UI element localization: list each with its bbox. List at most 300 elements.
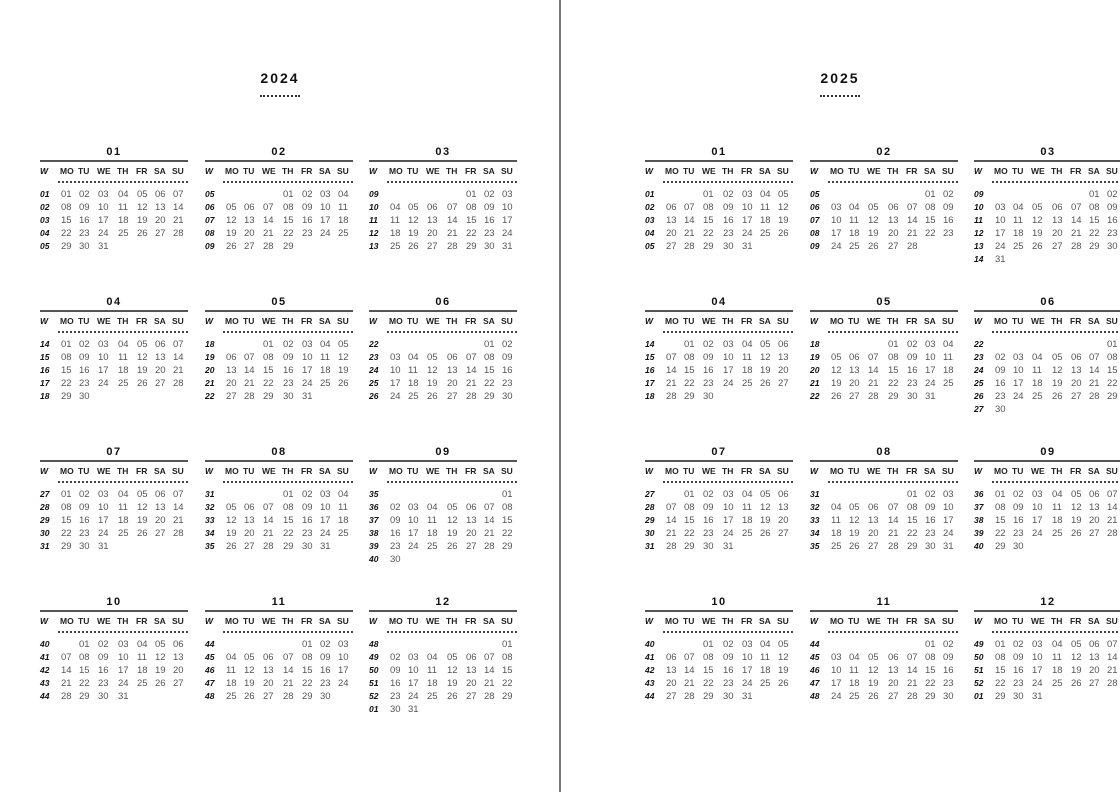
day-cell: 10 (408, 515, 419, 526)
week-number: 48 (369, 639, 379, 649)
day-cell: 02 (79, 489, 90, 500)
weekday-label: SU (942, 466, 954, 476)
day-cell: 23 (943, 678, 954, 689)
day-cell: 02 (943, 639, 954, 650)
day-cell: 05 (1052, 352, 1063, 363)
day-cell: 07 (173, 339, 184, 350)
day-cell: 29 (925, 691, 936, 702)
week-row (974, 639, 1120, 652)
week-column-label: W (40, 166, 49, 176)
day-cell: 25 (427, 691, 438, 702)
day-cell: 06 (244, 502, 255, 513)
weekday-label: WE (97, 466, 111, 476)
weekday-label: SU (942, 616, 954, 626)
day-cell: 02 (723, 639, 734, 650)
day-cell: 11 (849, 665, 859, 676)
weekday-label: MO (225, 316, 239, 326)
day-cell: 13 (778, 502, 789, 513)
weekday-label: TH (282, 166, 294, 176)
weekday-label: TH (446, 166, 458, 176)
weekday-label: TU (243, 466, 255, 476)
week-number: 52 (974, 678, 984, 688)
day-cell: 28 (173, 378, 184, 389)
day-cell: 30 (995, 404, 1006, 415)
day-cell: 22 (907, 528, 918, 539)
weekday-label: SU (337, 166, 349, 176)
day-cell: 29 (283, 541, 294, 552)
day-cell: 12 (1032, 215, 1043, 226)
day-cell: 15 (302, 665, 313, 676)
day-cell: 20 (778, 365, 789, 376)
week-column-label: W (645, 316, 654, 326)
weekday-label: TH (1051, 166, 1063, 176)
week-row (369, 378, 517, 391)
weekday-label: WE (97, 166, 111, 176)
day-cell: 19 (760, 365, 771, 376)
weekday-label: SU (777, 466, 789, 476)
weekday-label: SU (337, 616, 349, 626)
day-cell: 07 (484, 502, 495, 513)
week-row (369, 215, 517, 228)
day-cell: 02 (390, 652, 401, 663)
week-number: 04 (40, 228, 50, 238)
day-cell: 03 (723, 489, 734, 500)
week-row (205, 515, 353, 528)
day-cell: 19 (831, 378, 842, 389)
day-cell: 27 (427, 241, 438, 252)
day-cell: 18 (118, 515, 129, 526)
day-cell: 03 (390, 352, 401, 363)
day-cell: 12 (868, 215, 879, 226)
week-number: 31 (810, 489, 820, 499)
week-row (369, 189, 517, 202)
weekday-label: SU (1106, 616, 1118, 626)
day-cell: 01 (61, 489, 72, 500)
month-rule (205, 160, 353, 162)
day-cell: 06 (155, 489, 166, 500)
day-cell: 25 (390, 241, 401, 252)
day-cell: 30 (723, 241, 734, 252)
day-cell: 22 (502, 678, 513, 689)
day-cell: 03 (408, 502, 419, 513)
week-number: 48 (205, 691, 215, 701)
weekday-label: WE (262, 166, 276, 176)
week-number: 20 (205, 365, 215, 375)
weekday-label: FR (741, 466, 753, 476)
week-row (205, 189, 353, 202)
month-title: 03 (435, 146, 451, 158)
weekday-label: WE (1031, 166, 1045, 176)
day-cell: 07 (1107, 489, 1118, 500)
week-number: 42 (40, 665, 50, 675)
day-cell: 03 (1013, 352, 1024, 363)
weekday-label: TH (117, 616, 129, 626)
weekday-label: TH (1051, 616, 1063, 626)
weekday-label: SA (483, 166, 495, 176)
day-cell: 21 (907, 228, 918, 239)
week-number: 18 (810, 339, 820, 349)
day-cell: 06 (888, 202, 899, 213)
day-cell: 17 (925, 365, 936, 376)
day-cell: 13 (466, 665, 477, 676)
week-row (810, 541, 958, 554)
week-row (974, 489, 1120, 502)
week-number: 49 (974, 639, 984, 649)
day-cell: 21 (173, 515, 184, 526)
day-cell: 19 (155, 665, 166, 676)
day-cell: 15 (79, 665, 90, 676)
day-cell: 06 (868, 502, 879, 513)
week-row (645, 678, 793, 691)
day-cell: 05 (137, 189, 148, 200)
day-cell: 05 (447, 502, 458, 513)
day-cell: 01 (1107, 339, 1118, 350)
day-cell: 04 (320, 339, 331, 350)
day-cell: 31 (118, 691, 129, 702)
day-cell: 12 (760, 502, 771, 513)
month-block (810, 596, 958, 736)
week-number: 37 (974, 502, 984, 512)
weekday-label: MO (389, 166, 403, 176)
day-cell: 25 (338, 528, 349, 539)
day-cell: 07 (1107, 639, 1118, 650)
month-rule (205, 460, 353, 462)
day-cell: 28 (447, 241, 458, 252)
week-row (40, 365, 188, 378)
week-number: 50 (369, 665, 379, 675)
day-cell: 21 (868, 378, 879, 389)
weekday-label: WE (1031, 616, 1045, 626)
week-row (974, 678, 1120, 691)
week-column-label: W (40, 316, 49, 326)
day-cell: 13 (427, 215, 438, 226)
day-cell: 28 (61, 691, 72, 702)
month-title: 10 (711, 596, 727, 608)
day-cell: 16 (79, 215, 90, 226)
weekday-label: TU (243, 316, 255, 326)
week-number: 01 (40, 189, 50, 199)
week-column-label: W (205, 166, 214, 176)
week-column-label: W (974, 466, 983, 476)
day-cell: 18 (831, 528, 842, 539)
day-cell: 19 (427, 378, 438, 389)
day-cell: 09 (943, 652, 954, 663)
day-cell: 07 (666, 502, 677, 513)
month-block (369, 146, 517, 286)
day-cell: 29 (263, 391, 274, 402)
month-block (645, 146, 793, 286)
day-cell: 09 (320, 652, 331, 663)
day-cell: 28 (484, 541, 495, 552)
week-row (40, 378, 188, 391)
day-cell: 10 (338, 652, 349, 663)
year-underline (260, 95, 300, 97)
day-cell: 01 (466, 189, 477, 200)
day-cell: 23 (907, 378, 918, 389)
day-cell: 06 (778, 489, 789, 500)
day-cell: 12 (447, 665, 458, 676)
weekday-label: TU (1012, 616, 1024, 626)
day-cell: 26 (244, 691, 255, 702)
day-cell: 10 (995, 215, 1006, 226)
week-number: 18 (205, 339, 215, 349)
weekday-label: SA (154, 316, 166, 326)
week-row (40, 352, 188, 365)
weekday-label: SU (501, 616, 513, 626)
week-row (205, 378, 353, 391)
day-cell: 19 (226, 228, 237, 239)
day-cell: 14 (888, 515, 899, 526)
day-cell: 21 (1107, 515, 1118, 526)
week-number: 40 (40, 639, 50, 649)
day-cell: 04 (943, 339, 954, 350)
day-cell: 27 (666, 241, 677, 252)
day-cell: 26 (778, 678, 789, 689)
day-cell: 10 (390, 365, 401, 376)
week-number: 01 (645, 189, 655, 199)
week-row (810, 189, 958, 202)
day-cell: 30 (703, 391, 714, 402)
day-cell: 10 (831, 665, 842, 676)
weekday-header (974, 466, 1120, 480)
day-cell: 11 (943, 352, 953, 363)
week-number: 10 (369, 202, 379, 212)
week-row (810, 339, 958, 352)
month-rule (40, 160, 188, 162)
month-rule (205, 610, 353, 612)
weekday-label: TU (407, 316, 419, 326)
week-row (205, 691, 353, 704)
day-cell: 16 (390, 678, 401, 689)
day-cell: 27 (888, 241, 899, 252)
day-cell: 09 (703, 352, 714, 363)
week-row (369, 678, 517, 691)
day-cell: 22 (1107, 378, 1118, 389)
day-cell: 11 (137, 652, 147, 663)
weekday-label: TH (887, 616, 899, 626)
day-cell: 31 (723, 541, 734, 552)
week-row (974, 189, 1120, 202)
day-cell: 05 (226, 502, 237, 513)
day-cell: 08 (1089, 202, 1100, 213)
day-cell: 18 (226, 678, 237, 689)
day-cell: 23 (484, 228, 495, 239)
month-title: 09 (435, 446, 451, 458)
month-title: 09 (1040, 446, 1056, 458)
day-cell: 28 (888, 541, 899, 552)
day-cell: 03 (98, 489, 109, 500)
day-cell: 16 (1013, 665, 1024, 676)
day-cell: 31 (408, 704, 419, 715)
day-cell: 22 (61, 228, 72, 239)
day-cell: 24 (723, 378, 734, 389)
week-number: 22 (974, 339, 984, 349)
day-cell: 26 (849, 541, 860, 552)
day-cell: 09 (995, 365, 1006, 376)
week-row (810, 352, 958, 365)
day-cell: 26 (155, 678, 166, 689)
week-column-label: W (974, 316, 983, 326)
day-cell: 29 (484, 391, 495, 402)
day-cell: 18 (1013, 228, 1024, 239)
day-cell: 22 (684, 528, 695, 539)
day-cell: 25 (118, 378, 129, 389)
week-row (205, 678, 353, 691)
day-cell: 14 (173, 502, 184, 513)
day-cell: 07 (684, 202, 695, 213)
month-block (40, 296, 188, 436)
day-cell: 16 (390, 528, 401, 539)
day-cell: 15 (502, 515, 513, 526)
day-cell: 20 (427, 228, 438, 239)
week-number: 15 (645, 352, 655, 362)
day-cell: 08 (61, 202, 72, 213)
week-row (645, 515, 793, 528)
weekday-label: SA (759, 466, 771, 476)
week-number: 47 (205, 678, 215, 688)
day-cell: 26 (137, 528, 148, 539)
week-number: 16 (645, 365, 655, 375)
weekday-label: TU (1012, 466, 1024, 476)
month-title: 12 (435, 596, 451, 608)
day-cell: 27 (155, 528, 166, 539)
day-cell: 04 (226, 652, 237, 663)
week-number: 20 (810, 365, 820, 375)
weekday-label: TH (722, 616, 734, 626)
weekday-label: SU (501, 166, 513, 176)
week-row (810, 241, 958, 254)
day-cell: 26 (868, 691, 879, 702)
header-dotted-rule (387, 481, 517, 483)
week-row (40, 228, 188, 241)
day-cell: 20 (173, 665, 184, 676)
day-cell: 29 (61, 241, 72, 252)
weekday-label: FR (136, 316, 148, 326)
weekday-label: TH (722, 466, 734, 476)
day-cell: 15 (995, 515, 1006, 526)
month-title: 11 (271, 596, 287, 608)
week-number: 34 (205, 528, 215, 538)
month-block (205, 446, 353, 586)
weekday-label: MO (994, 316, 1008, 326)
day-cell: 26 (226, 541, 237, 552)
day-cell: 24 (338, 678, 349, 689)
day-cell: 22 (703, 678, 714, 689)
day-cell: 01 (995, 639, 1006, 650)
day-cell: 28 (173, 228, 184, 239)
day-cell: 21 (283, 678, 294, 689)
week-row (974, 528, 1120, 541)
day-cell: 20 (244, 528, 255, 539)
weekday-label: WE (426, 466, 440, 476)
weekday-label: SA (924, 316, 936, 326)
day-cell: 23 (723, 228, 734, 239)
day-cell: 19 (760, 515, 771, 526)
weekday-label: MO (225, 466, 239, 476)
weekday-label: SU (501, 316, 513, 326)
day-cell: 26 (831, 391, 842, 402)
week-number: 13 (369, 241, 379, 251)
day-cell: 27 (155, 378, 166, 389)
weekday-label: SU (337, 466, 349, 476)
day-cell: 13 (155, 202, 166, 213)
weekday-label: SA (319, 616, 331, 626)
weekday-header (40, 316, 188, 330)
day-cell: 28 (868, 391, 879, 402)
day-cell: 15 (484, 365, 495, 376)
day-cell: 10 (98, 352, 109, 363)
month-block (974, 296, 1120, 436)
day-cell: 18 (137, 665, 148, 676)
day-cell: 27 (666, 691, 677, 702)
day-cell: 02 (302, 489, 313, 500)
week-row (40, 652, 188, 665)
day-cell: 03 (302, 339, 313, 350)
day-cell: 02 (98, 639, 109, 650)
day-cell: 20 (244, 228, 255, 239)
day-cell: 07 (263, 202, 274, 213)
day-cell: 29 (1089, 241, 1100, 252)
day-cell: 12 (1071, 652, 1082, 663)
day-cell: 26 (1052, 391, 1063, 402)
day-cell: 09 (98, 652, 109, 663)
week-row (40, 665, 188, 678)
day-cell: 21 (1107, 665, 1118, 676)
week-number: 10 (974, 202, 984, 212)
day-cell: 06 (155, 189, 166, 200)
week-number: 40 (645, 639, 655, 649)
weekday-label: MO (60, 616, 74, 626)
day-cell: 01 (684, 339, 695, 350)
week-row (369, 489, 517, 502)
weekday-label: MO (389, 616, 403, 626)
month-rule (205, 310, 353, 312)
week-row (974, 254, 1120, 267)
day-cell: 24 (320, 228, 331, 239)
day-cell: 25 (831, 541, 842, 552)
weekday-header (369, 316, 517, 330)
day-cell: 02 (703, 339, 714, 350)
day-cell: 10 (742, 202, 753, 213)
day-cell: 11 (849, 215, 859, 226)
weekday-label: TH (282, 616, 294, 626)
day-cell: 12 (1052, 365, 1063, 376)
week-number: 44 (40, 691, 50, 701)
day-cell: 07 (263, 502, 274, 513)
month-block (369, 296, 517, 436)
day-cell: 20 (666, 678, 677, 689)
week-column-label: W (369, 616, 378, 626)
week-row (974, 541, 1120, 554)
day-cell: 01 (302, 639, 313, 650)
day-cell: 28 (263, 241, 274, 252)
weekday-label: TU (243, 166, 255, 176)
day-cell: 25 (849, 691, 860, 702)
week-row (205, 339, 353, 352)
day-cell: 26 (447, 541, 458, 552)
month-title: 01 (106, 146, 122, 158)
header-dotted-rule (223, 631, 353, 633)
week-number: 16 (40, 365, 50, 375)
week-number: 31 (205, 489, 215, 499)
day-cell: 14 (868, 365, 879, 376)
day-cell: 14 (283, 665, 294, 676)
weekday-label: SU (172, 166, 184, 176)
weekday-label: MO (225, 166, 239, 176)
week-column-label: W (974, 616, 983, 626)
week-number: 13 (974, 241, 984, 251)
day-cell: 15 (995, 665, 1006, 676)
